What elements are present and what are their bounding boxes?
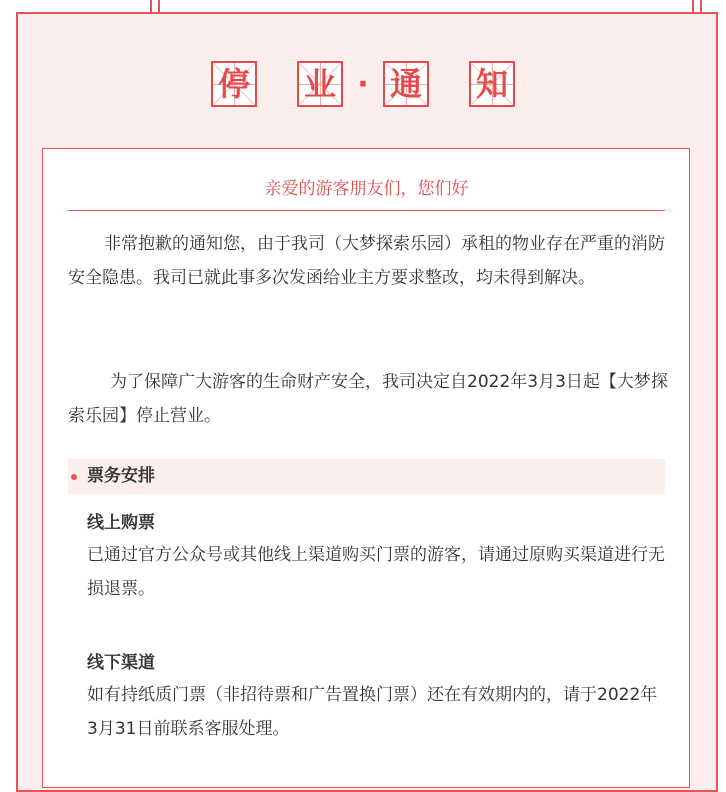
paragraph-closure: 为了保障广大游客的生命财产安全，我司决定自2022年3月3日起【大梦探索乐园】停止营业。 [68,372,668,426]
paragraph-reason: 非常抱歉的通知您，由于我司（大梦探索乐园）承租的物业存在严重的消防安全隐患。我司已就此事多次发函给业主方要求整改，均未得到解决。 [68,234,665,288]
title-separator: · [357,66,369,102]
top-pin-right-2 [700,0,702,12]
top-pin-left [150,0,152,12]
subsection-offline-title: 线下渠道 [87,653,155,673]
subsection-online-text: 已通过官方公众号或其他线上渠道购买门票的游客，请通过原购买渠道进行无损退票。 [87,545,665,599]
title-char: 停 [211,61,257,107]
greeting: 亲爱的游客朋友们，您们好 [264,179,469,199]
notice-card [42,148,690,788]
section-header-bar [68,459,665,494]
greeting-divider [68,210,665,211]
subsection-online-title: 线上购票 [87,513,155,533]
title-char: 通 [383,61,429,107]
section-heading: 票务安排 [87,466,155,486]
top-pin-right [692,0,694,12]
subsection-offline-text: 如有持纸质门票（非招待票和广告置换门票）还在有效期内的，请于2022年3月31日前联系客服处理。 [87,685,658,739]
title-char: 知 [469,61,515,107]
top-pin-left-2 [158,0,160,12]
title-char: 业 [297,61,343,107]
bullet-dot-icon [71,474,77,480]
notice-title [0,60,726,108]
